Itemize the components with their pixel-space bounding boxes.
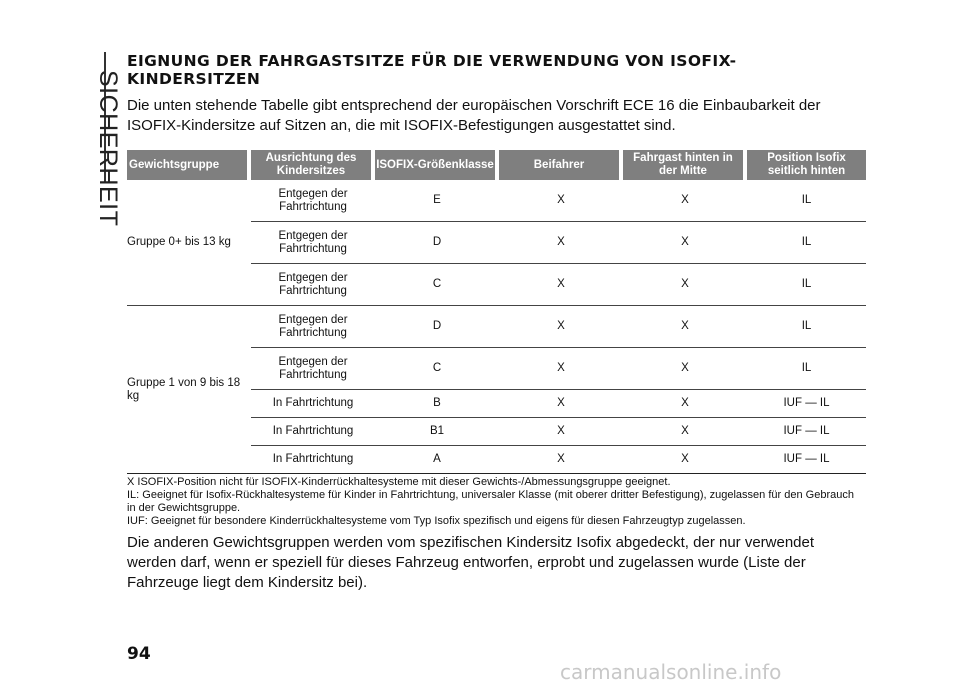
header-size-class: ISOFIX-Größenklasse [375, 150, 495, 180]
front-passenger-cell: X [499, 348, 623, 390]
rear-side-cell: IL [747, 222, 866, 264]
legend-iuf: IUF: Geeignet für besondere Kinderrückhaltesysteme vom Typ Isofix spezifisch und eigens für diesen Fahrzeugtyp zugelassen. [127, 514, 746, 527]
size-class-cell: D [375, 222, 499, 264]
legend-il: IL: Geeignet für Isofix-Rückhaltesysteme für Kinder in Fahrtrichtung, universaler Klasse (mit oberer dritter Befestigung), zugelassen für den Gebrauch in der Gewichtsgruppe. [127, 489, 854, 514]
rear-center-cell: X [623, 180, 747, 222]
rear-center-cell: X [623, 306, 747, 348]
weight-group-label: Gruppe 0+ bis 13 kg [127, 180, 251, 306]
orientation-cell: Entgegen der Fahrtrichtung [251, 306, 375, 348]
table-row [127, 306, 866, 348]
rear-side-cell: IUF — IL [747, 446, 866, 474]
rear-side-cell: IL [747, 348, 866, 390]
intro-paragraph: Die unten stehende Tabelle gibt entsprechend der europäischen Vorschrift ECE 16 die Einbaubarkeit der ISOFIX-Kindersitze auf Sitzen an, die mit ISOFIX-Befestigungen ausgestattet sind. [127, 97, 821, 134]
isofix-suitability-table [127, 150, 866, 474]
rear-side-cell: IL [747, 306, 866, 348]
size-class-cell: E [375, 180, 499, 222]
rear-center-cell: X [623, 446, 747, 474]
front-passenger-cell: X [499, 306, 623, 348]
orientation-cell: Entgegen der Fahrtrichtung [251, 222, 375, 264]
front-passenger-cell: X [499, 264, 623, 306]
header-orientation: Ausrichtung des Kindersitzes [251, 150, 371, 180]
orientation-cell: In Fahrtrichtung [251, 418, 375, 446]
header-weight-group: Gewichtsgruppe [127, 150, 247, 180]
front-passenger-cell: X [499, 390, 623, 418]
front-passenger-cell: X [499, 446, 623, 474]
closing-paragraph: Die anderen Gewichtsgruppen werden vom spezifischen Kindersitz Isofix abgedeckt, der nur verwendet werden darf, wenn er speziell für dieses Fahrzeug entworfen, erprobt und zugelassen wurde (Liste der Fahrzeuge liegt dem Kindersitz bei). [127, 534, 815, 591]
rear-center-cell: X [623, 264, 747, 306]
table-header-row [127, 150, 866, 180]
rear-center-cell: X [623, 348, 747, 390]
header-rear-center: Fahrgast hinten in der Mitte [623, 150, 743, 180]
size-class-cell: A [375, 446, 499, 474]
size-class-cell: C [375, 348, 499, 390]
front-passenger-cell: X [499, 180, 623, 222]
front-passenger-cell: X [499, 222, 623, 264]
orientation-cell: In Fahrtrichtung [251, 390, 375, 418]
weight-group-label: Gruppe 1 von 9 bis 18 kg [127, 306, 251, 474]
rear-side-cell: IUF — IL [747, 418, 866, 446]
orientation-cell: Entgegen der Fahrtrichtung [251, 180, 375, 222]
page-content [127, 52, 862, 608]
section-tab [58, 52, 122, 227]
watermark: carmanualsonline.info [560, 660, 782, 684]
size-class-cell: B [375, 390, 499, 418]
rear-center-cell: X [623, 390, 747, 418]
page-number: 94 [127, 644, 151, 664]
orientation-cell: Entgegen der Fahrtrichtung [251, 264, 375, 306]
rear-center-cell: X [623, 418, 747, 446]
section-heading: EIGNUNG DER FAHRGASTSITZE FÜR DIE VERWENDUNG VON ISOFIX-KINDERSITZEN [127, 52, 737, 88]
rear-center-cell: X [623, 222, 747, 264]
orientation-cell: Entgegen der Fahrtrichtung [251, 348, 375, 390]
legend-x: X ISOFIX-Position nicht für ISOFIX-Kinderrückhaltesysteme mit dieser Gewichts-/Abmessungsgruppe geeignet. [127, 476, 671, 488]
table-legend [127, 476, 862, 527]
rear-side-cell: IL [747, 264, 866, 306]
header-rear-side: Position Isofix seitlich hinten [747, 150, 866, 180]
size-class-cell: B1 [375, 418, 499, 446]
orientation-cell: In Fahrtrichtung [251, 446, 375, 474]
rear-side-cell: IL [747, 180, 866, 222]
rear-side-cell: IUF — IL [747, 390, 866, 418]
front-passenger-cell: X [499, 418, 623, 446]
size-class-cell: D [375, 306, 499, 348]
size-class-cell: C [375, 264, 499, 306]
header-front-passenger: Beifahrer [499, 150, 619, 180]
section-tab-label: SICHERHEIT [94, 70, 122, 227]
table-row [127, 180, 866, 222]
